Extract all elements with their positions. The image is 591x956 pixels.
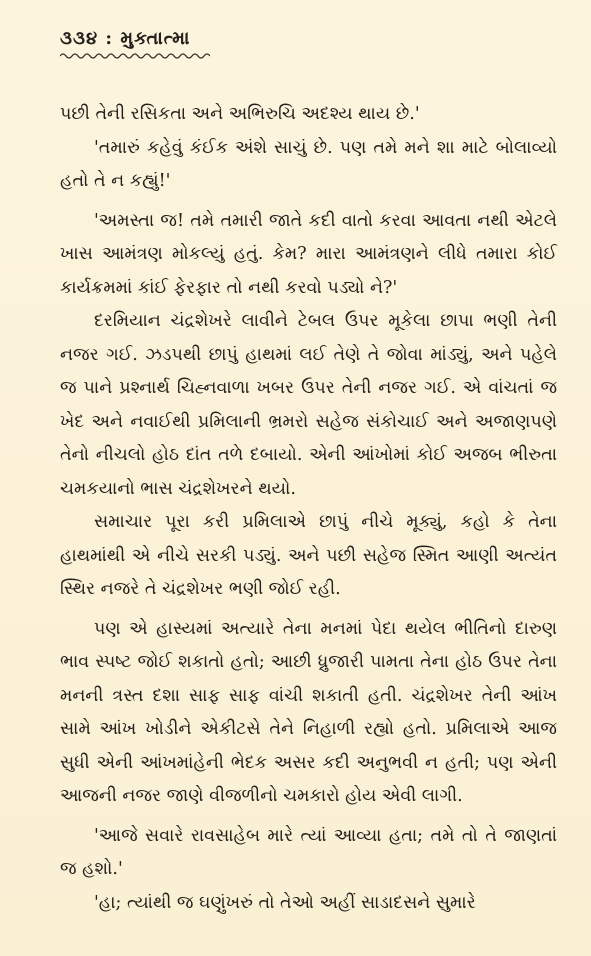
running-header bbox=[60, 28, 557, 50]
paragraph-1: પછી તેની રસિકતા અને અભિરુચિ અદશ્ય થાય છે.' bbox=[60, 104, 420, 124]
paragraph-6: પણ એ હાસ્યમાં અત્યારે તેના મનમાં પેદા થયેલ ભીતિનો દારુણ ભાવ સ્પષ્ટ જોઈ શકાતો હતો; આછી ધ્રુજારી પામતા તેના હોઠ ઉપર તેના મનની ત્રસ્ત દશા સાફ સાફ વાંચી શકાતી હતી. ચંદ્રશેખર તેની આંખ સામે આંખ ખોડીને એકીટસે તેને નિહાળી રહ્યો હતો. પ્રમિલાએ આજ સુધી એની આંખમાંહેની ભેદક અસર કદી અનુભવી ન હતી; પણ એની આજની નજર જાણે વીજળીનો ચમકારો હોય એવી લાગી. bbox=[60, 618, 557, 806]
book-title: મુક્તાત્મા bbox=[120, 28, 191, 49]
paragraph-8: 'હા; ત્યાંથી જ ઘણુંખરું તો તેઓ અહીં સાડાદસને સુમારે bbox=[94, 892, 476, 913]
paragraph-5: સમાચાર પૂરા કરી પ્રમિલાએ છાપું નીચે મૂક્યું, કહો કે તેના હાથમાંથી એ નીચે સરકી પડ્યું. અને પછી સહેજ સ્મિત આણી અત્યંત સ્થિર નજરે તે ચંદ્રશેખર ભણી જોઈ રહી. bbox=[60, 512, 557, 599]
paragraph-2: 'તમારું કહેવું કંઈક અંશે સાચું છે. પણ તમે મને શા માટે બોલાવ્યો હતો તે ન કહ્યું!' bbox=[60, 137, 557, 191]
decorative-wavy-rule bbox=[60, 52, 210, 60]
page-number: ૩૩૪ bbox=[60, 28, 99, 49]
header-separator: : bbox=[105, 28, 114, 49]
paragraph-4: દરમિયાન ચંદ્રશેખરે લાવીને ટેબલ ઉપર મૂકેલા છાપા ભણી તેની નજર ગઈ. ઝડપથી છાપું હાથમાં લઈ તેણે તે જોવા માંડ્યું, અને પહેલે જ પાને પ્રશ્નાર્થ ચિહ્નવાળા ખબર ઉપર તેની નજર ગઈ. એ વાંચતાં જ ખેદ અને નવાઈથી પ્રમિલાની ભ્રમરો સહેજ સંકોચાઈ અને અજાણપણે તેનો નીચલો હોઠ દાંત તળે દબાયો. એની આંખોમાં કોઈ અજબ ભીરુતા ચમકયાનો ભાસ ચંદ્રશેખરને થયો. bbox=[60, 311, 557, 499]
paragraph-7: 'આજે સવારે રાવસાહેબ મારે ત્યાં આવ્યા હતા; તમે તો તે જાણતાં જ હશો.' bbox=[60, 825, 557, 879]
paragraph-3: 'અમસ્તા જ! તમે તમારી જાતે કદી વાતો કરવા આવતા નથી એટલે ખાસ આમંત્રણ મોકલ્યું હતું. કેમ? મારા આમંત્રણને લીધે તમારા કોઈ કાર્યક્રમમાં કાંઈ ફેરફાર તો નથી કરવો પડ્યો ને?' bbox=[60, 210, 557, 298]
